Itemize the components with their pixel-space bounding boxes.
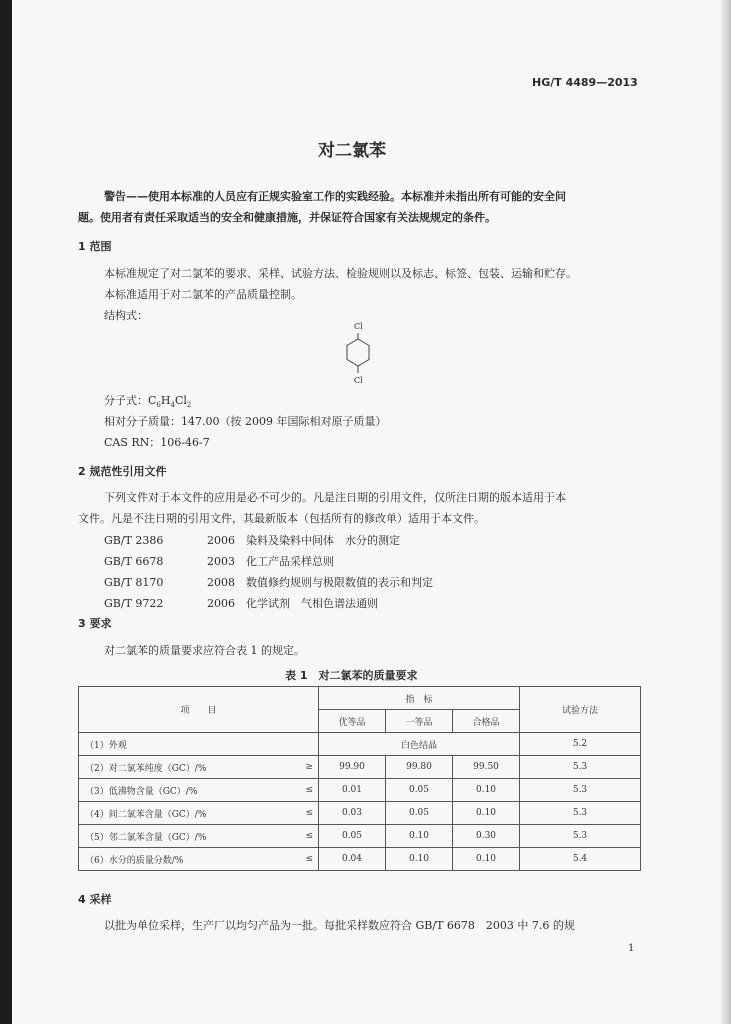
scan-left-border [0,0,12,1024]
row-value-qualified: 0.30 [453,825,520,848]
row-value-superior: 0.03 [319,802,386,825]
row-value-first: 99.80 [386,756,453,779]
section-2-heading: 2 规范性引用文件 [78,465,167,478]
chlorine-label-bottom: Cl [354,376,363,385]
row-value-superior: 0.01 [319,779,386,802]
row-symbol: ≤ [305,785,313,795]
row-symbol: ≤ [305,854,313,864]
structure-label: 结构式： [104,309,148,322]
reference-code: GB/T 6678 [104,555,164,568]
reference-code: GB/T 2386 [104,534,164,547]
page-title: 对二氯苯 [318,141,386,161]
cas-number: CAS RN：106-46-7 [104,436,210,449]
row-value-first: 0.10 [386,848,453,871]
benzene-ring-structure [344,333,372,373]
molar-mass: 相对分子质量：147.00（按 2009 年国际相对原子质量） [104,415,387,428]
row-method: 5.2 [520,733,641,756]
warning-line-1: 警告——使用本标准的人员应有正规实验室工作的实践经验。本标准并未指出所有可能的安全问 [104,190,566,203]
row-value-superior: 0.04 [319,848,386,871]
reference-title: 化工产品采样总则 [246,555,334,568]
chlorine-label-top: Cl [354,322,363,331]
row-item: （3）低沸物含量（GC）/% [85,786,198,797]
row-item: （1）外观 [79,733,319,756]
section-3-paragraph: 对二氯苯的质量要求应符合表 1 的规定。 [104,644,305,657]
formula-sub-carbon: 6 [156,401,161,410]
row-appearance-value: 白色结晶 [319,733,520,756]
section-1-paragraph-1: 本标准规定了对二氯苯的要求、采样、试验方法、检验规则以及标志、标签、包装、运输和贮存。 [104,267,577,280]
row-value-qualified: 0.10 [453,802,520,825]
row-value-first: 0.05 [386,779,453,802]
row-method: 5.3 [520,825,641,848]
page-number: 1 [628,943,635,954]
reference-year: 2008 [207,576,235,589]
row-value-qualified: 99.50 [453,756,520,779]
formula-prefix: 分子式：C [104,394,157,407]
row-method: 5.3 [520,802,641,825]
section-1-paragraph-2: 本标准适用于对二氯苯的产品质量控制。 [104,288,302,301]
warning-line-2: 题。使用者有责任采取适当的安全和健康措施，并保证符合国家有关法规规定的条件。 [78,211,496,224]
table-caption: 表 1 对二氯苯的质量要求 [285,669,418,682]
row-symbol: ≤ [305,808,313,818]
row-symbol: ≤ [305,831,313,841]
section-2-intro-line-1: 下列文件对于本文件的应用是必不可少的。凡是注日期的引用文件，仅所注日期的版本适用于本 [104,491,566,504]
reference-title: 染料及染料中间体 水分的测定 [246,534,400,547]
quality-requirements-table [78,686,641,871]
molecular-formula [104,394,191,412]
table-row [79,802,641,825]
table-header-row [79,687,641,710]
reference-year: 2006 [207,534,235,547]
formula-sub-chlorine: 2 [186,401,192,410]
section-3-heading: 3 要求 [78,617,112,630]
row-method: 5.4 [520,848,641,871]
grade-first: 一等品 [386,710,453,733]
row-item-cell [79,825,319,848]
reference-year: 2003 [207,555,235,568]
table-row [79,848,641,871]
header-method: 试验方法 [520,687,641,733]
row-item-cell [79,848,319,871]
table-row [79,756,641,779]
row-item: （2）对二氯苯纯度（GC）/% [85,763,207,774]
row-value-qualified: 0.10 [453,848,520,871]
formula-hydrogen: H [160,394,171,407]
row-item: （5）邻二氯苯含量（GC）/% [85,832,207,843]
grade-superior: 优等品 [319,710,386,733]
row-value-superior: 0.05 [319,825,386,848]
row-value-qualified: 0.10 [453,779,520,802]
row-symbol: ≥ [305,762,313,772]
grade-qualified: 合格品 [453,710,520,733]
reference-title: 数值修约规则与极限数值的表示和判定 [246,576,433,589]
section-4-heading: 4 采样 [78,893,112,906]
table-row [79,733,641,756]
table-row [79,825,641,848]
header-index: 指 标 [319,687,520,710]
section-4-paragraph: 以批为单位采样，生产厂以均匀产品为一批。每批采样数应符合 GB/T 6678 2003 中 7.6 的规 [104,919,575,932]
reference-year: 2006 [207,597,235,610]
row-item-cell [79,779,319,802]
reference-title: 化学试剂 气相色谱法通则 [246,597,378,610]
row-value-superior: 99.90 [319,756,386,779]
reference-code: GB/T 9722 [104,597,164,610]
table-row [79,779,641,802]
row-item: （4）间二氯苯含量（GC）/% [85,809,207,820]
row-item-cell [79,802,319,825]
section-1-heading: 1 范围 [78,240,112,253]
reference-code: GB/T 8170 [104,576,164,589]
row-method: 5.3 [520,779,641,802]
standard-code: HG/T 4489—2013 [532,76,638,89]
row-method: 5.3 [520,756,641,779]
section-2-intro-line-2: 文件。凡是不注日期的引用文件，其最新版本（包括所有的修改单）适用于本文件。 [78,512,485,525]
row-value-first: 0.10 [386,825,453,848]
formula-chlorine: Cl [174,394,187,407]
row-value-first: 0.05 [386,802,453,825]
header-item: 项 目 [79,687,319,733]
formula-sub-hydrogen: 4 [170,401,175,410]
scan-right-border [721,0,731,1024]
row-item: （6）水分的质量分数/% [85,855,184,866]
row-item-cell [79,756,319,779]
